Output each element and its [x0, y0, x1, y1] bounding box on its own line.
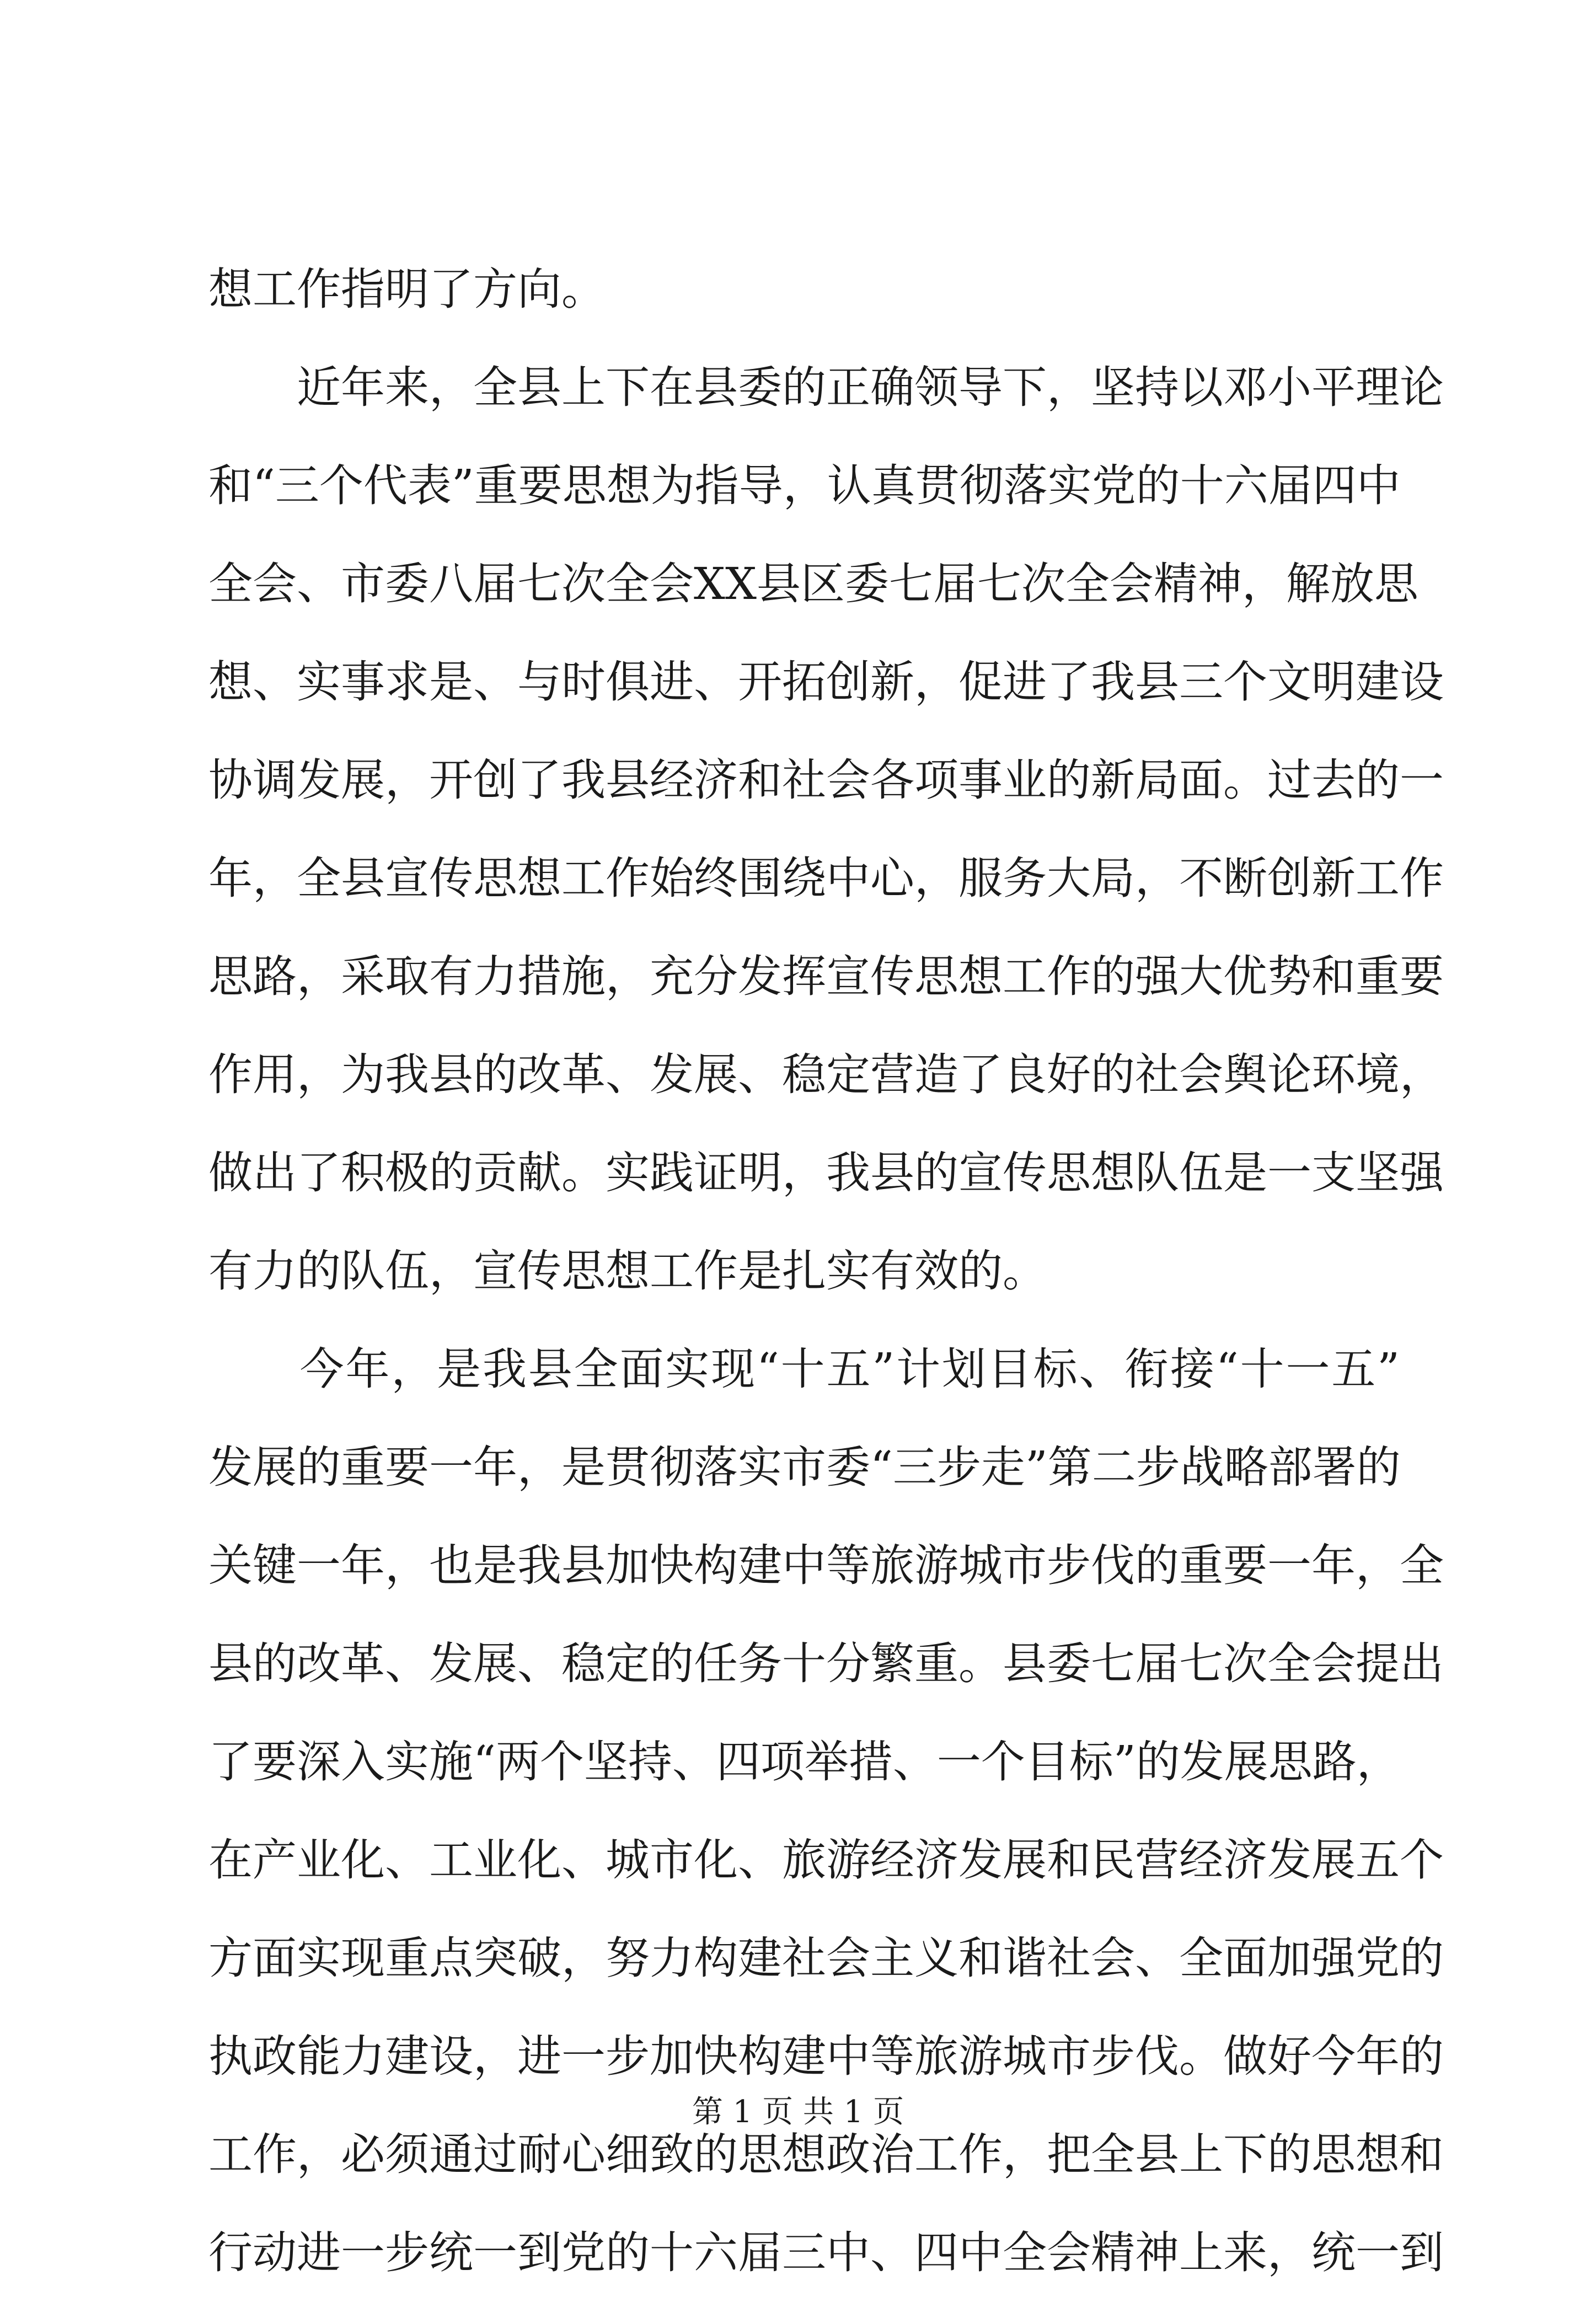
text-line: 协调发展，开创了我县经济和社会各项事业的新局面。过去的一	[208, 754, 1444, 806]
text-line: 发展的重要一年，是贯彻落实市委“三步走”第二步战略部署的	[208, 1442, 1401, 1493]
text-line: 和“三个代表”重要思想为指导，认真贯彻落实党的十六届四中	[208, 460, 1401, 511]
text-line: 关键一年，也是我县加快构建中等旅游城市步伐的重要一年，全	[208, 1540, 1444, 1591]
text-line: 工作，必须通过耐心细致的思想政治工作，把全县上下的思想和	[208, 2129, 1444, 2180]
text-line: 年，全县宣传思想工作始终围绕中心，服务大局，不断创新工作	[208, 853, 1444, 904]
page-footer: 第 1 页 共 1 页	[692, 2094, 904, 2130]
text-line: 方面实现重点突破，努力构建社会主义和谐社会、全面加强党的	[208, 1932, 1444, 1984]
text-line: 思路，采取有力措施，充分发挥宣传思想工作的强大优势和重要	[208, 951, 1444, 1002]
text-line: 有力的队伍，宣传思想工作是扎实有效的。	[208, 1245, 1047, 1297]
text-line: 县的改革、发展、稳定的任务十分繁重。县委七届七次全会提出	[208, 1638, 1444, 1689]
text-line: 全会、市委八届七次全会XX县区委七届七次全会精神，解放思	[208, 558, 1418, 609]
text-line: 行动进一步统一到党的十六届三中、四中全会精神上来，统一到	[208, 2227, 1444, 2278]
text-line: 今年，是我县全面实现“十五”计划目标、衔接“十一五”	[208, 1343, 1400, 1395]
text-line: 作用，为我县的改革、发展、稳定营造了良好的社会舆论环境，	[208, 1049, 1444, 1100]
text-line: 在产业化、工业化、城市化、旅游经济发展和民营经济发展五个	[208, 1834, 1444, 1886]
body-text	[208, 240, 1444, 2302]
text-line: 做出了积极的贡献。实践证明，我县的宣传思想队伍是一支坚强	[208, 1147, 1444, 1198]
text-line: 想、实事求是、与时俱进、开拓创新，促进了我县三个文明建设	[208, 656, 1444, 708]
text-line: 近年来，全县上下在县委的正确领导下，坚持以邓小平理论	[208, 362, 1444, 413]
text-line: 了要深入实施“两个坚持、四项举措、一个目标”的发展思路，	[208, 1736, 1401, 1787]
text-line: 想工作指明了方向。	[208, 264, 606, 315]
text-line: 执政能力建设，进一步加快构建中等旅游城市步伐。做好今年的	[208, 2031, 1444, 2082]
